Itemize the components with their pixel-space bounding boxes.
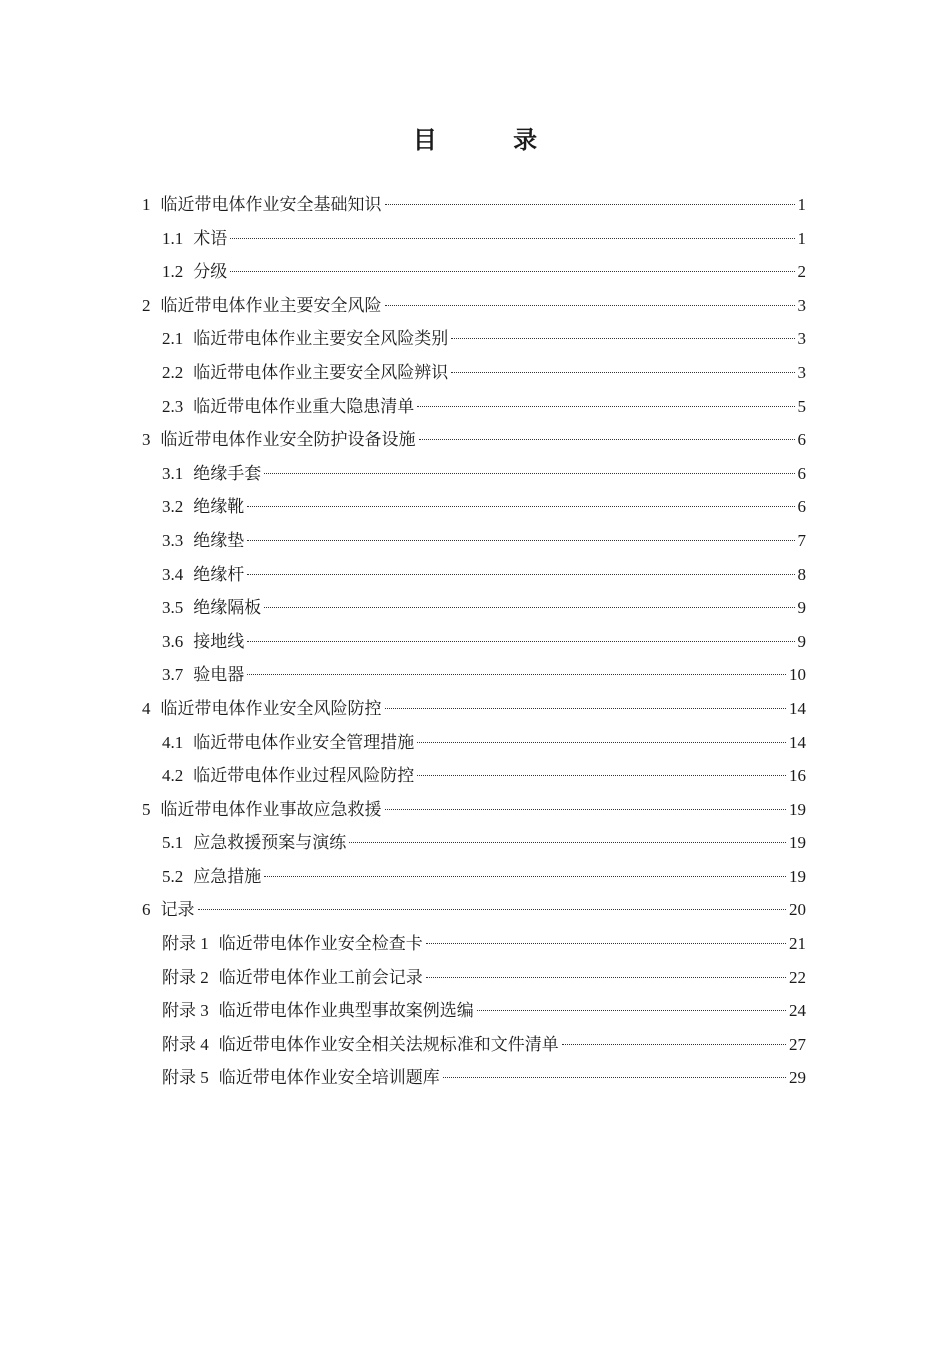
toc-entry-number: 4.2 bbox=[162, 766, 184, 786]
toc-entry-page-number: 10 bbox=[789, 665, 806, 685]
toc-entry-number: 附录 3 bbox=[162, 1001, 209, 1021]
toc-dot-leader bbox=[264, 876, 786, 877]
toc-dot-leader bbox=[426, 943, 786, 944]
toc-entry[interactable] bbox=[142, 289, 806, 323]
toc-entry-number: 附录 4 bbox=[162, 1034, 209, 1054]
toc-entry[interactable] bbox=[142, 994, 806, 1028]
toc-dot-leader bbox=[385, 708, 787, 709]
toc-entry-page-number: 8 bbox=[797, 564, 806, 584]
toc-dot-leader bbox=[451, 372, 794, 373]
toc-entry-number: 1.1 bbox=[162, 228, 184, 248]
toc-entry[interactable] bbox=[142, 356, 806, 390]
toc-entry[interactable] bbox=[142, 591, 806, 625]
toc-entry-number: 2.1 bbox=[162, 329, 184, 349]
toc-entry-number: 2 bbox=[142, 295, 151, 315]
toc-entry-page-number: 5 bbox=[797, 396, 806, 416]
toc-entry-title: 临近带电体作业过程风险防控 bbox=[193, 766, 415, 787]
toc-entry-page-number: 16 bbox=[789, 766, 806, 786]
toc-entry-number: 2.2 bbox=[162, 362, 184, 382]
toc-entry[interactable] bbox=[142, 457, 806, 491]
toc-dot-leader bbox=[385, 809, 787, 810]
toc-entry-title: 分级 bbox=[193, 262, 228, 283]
toc-entry[interactable] bbox=[142, 759, 806, 793]
toc-entry-number: 3.1 bbox=[162, 463, 184, 483]
toc-entry-page-number: 6 bbox=[797, 463, 806, 483]
toc-entry-number: 5.2 bbox=[162, 866, 184, 886]
toc-dot-leader bbox=[419, 439, 795, 440]
toc-entry-number: 3.3 bbox=[162, 530, 184, 550]
toc-entry-number: 3.5 bbox=[162, 598, 184, 618]
toc-entry-title: 绝缘垫 bbox=[193, 530, 245, 551]
toc-dot-leader bbox=[247, 540, 794, 541]
toc-entry-title: 临近带电体作业安全管理措施 bbox=[193, 732, 415, 753]
toc-entry-number: 2.3 bbox=[162, 396, 184, 416]
toc-entry-page-number: 6 bbox=[797, 497, 806, 517]
toc-entry[interactable] bbox=[142, 793, 806, 827]
toc-entry-page-number: 9 bbox=[797, 598, 806, 618]
toc-entry-number: 附录 5 bbox=[162, 1068, 209, 1088]
toc-entry-title: 临近带电体作业重大隐患清单 bbox=[193, 396, 415, 417]
toc-entry-number: 附录 2 bbox=[162, 967, 209, 987]
toc-entry-title: 绝缘杆 bbox=[193, 564, 245, 585]
toc-dot-leader bbox=[443, 1077, 786, 1078]
toc-entry[interactable] bbox=[142, 658, 806, 692]
toc-entry-title: 记录 bbox=[160, 900, 195, 921]
toc-entry-page-number: 27 bbox=[789, 1034, 806, 1054]
toc-entry-page-number: 19 bbox=[789, 833, 806, 853]
toc-entry-title: 临近带电体作业工前会记录 bbox=[218, 967, 423, 988]
toc-dot-leader bbox=[247, 574, 794, 575]
toc-entry-title: 临近带电体作业主要安全风险 bbox=[160, 295, 382, 316]
toc-dot-leader bbox=[247, 641, 794, 642]
toc-dot-leader bbox=[349, 842, 786, 843]
toc-entry-title: 临近带电体作业主要安全风险类别 bbox=[193, 329, 449, 350]
toc-entry-title: 临近带电体作业安全相关法规标准和文件清单 bbox=[218, 1034, 559, 1055]
toc-entry-number: 3.6 bbox=[162, 631, 184, 651]
toc-dot-leader bbox=[385, 305, 795, 306]
toc-entry[interactable] bbox=[142, 322, 806, 356]
toc-entry-title: 应急措施 bbox=[193, 866, 262, 887]
toc-entry-title: 临近带电体作业安全防护设备设施 bbox=[160, 430, 416, 451]
toc-entry-page-number: 7 bbox=[797, 530, 806, 550]
toc-entry-number: 附录 1 bbox=[162, 934, 209, 954]
toc-entry-title: 接地线 bbox=[193, 631, 245, 652]
toc-entry-title: 应急救援预案与演练 bbox=[193, 833, 347, 854]
toc-entry-page-number: 22 bbox=[789, 967, 806, 987]
toc-entry-title: 绝缘隔板 bbox=[193, 598, 262, 619]
toc-entry-page-number: 19 bbox=[789, 799, 806, 819]
toc-entry-page-number: 3 bbox=[797, 295, 806, 315]
toc-dot-leader bbox=[417, 406, 794, 407]
toc-entry-title: 验电器 bbox=[193, 665, 245, 686]
table-of-contents bbox=[142, 188, 806, 1095]
toc-entry-page-number: 29 bbox=[789, 1068, 806, 1088]
toc-entry-number: 5.1 bbox=[162, 833, 184, 853]
toc-entry-page-number: 20 bbox=[789, 900, 806, 920]
toc-entry-title: 术语 bbox=[193, 228, 228, 249]
toc-entry[interactable] bbox=[142, 961, 806, 995]
toc-entry-number: 3 bbox=[142, 430, 151, 450]
toc-entry-page-number: 14 bbox=[789, 732, 806, 752]
toc-dot-leader bbox=[230, 238, 794, 239]
toc-entry-number: 4 bbox=[142, 698, 151, 718]
toc-entry-page-number: 1 bbox=[797, 228, 806, 248]
toc-entry-number: 3.7 bbox=[162, 665, 184, 685]
toc-dot-leader bbox=[230, 271, 794, 272]
toc-entry[interactable] bbox=[142, 490, 806, 524]
toc-entry[interactable] bbox=[142, 726, 806, 760]
toc-dot-leader bbox=[385, 204, 795, 205]
toc-entry-page-number: 19 bbox=[789, 866, 806, 886]
toc-entry-title: 临近带电体作业安全培训题库 bbox=[218, 1068, 440, 1089]
toc-dot-leader bbox=[477, 1010, 786, 1011]
toc-entry[interactable] bbox=[142, 625, 806, 659]
toc-entry[interactable] bbox=[142, 692, 806, 726]
toc-entry[interactable] bbox=[142, 222, 806, 256]
toc-entry[interactable] bbox=[142, 1028, 806, 1062]
toc-entry-number: 5 bbox=[142, 799, 151, 819]
toc-entry[interactable] bbox=[142, 423, 806, 457]
toc-dot-leader bbox=[562, 1044, 786, 1045]
toc-dot-leader bbox=[426, 977, 786, 978]
toc-entry-number: 6 bbox=[142, 900, 151, 920]
toc-dot-leader bbox=[247, 674, 786, 675]
toc-entry-page-number: 14 bbox=[789, 698, 806, 718]
toc-entry-page-number: 2 bbox=[797, 262, 806, 282]
toc-entry-number: 3.4 bbox=[162, 564, 184, 584]
page-title: 目 录 bbox=[412, 126, 572, 154]
toc-entry-title: 临近带电体作业安全风险防控 bbox=[160, 698, 382, 719]
toc-entry[interactable] bbox=[142, 558, 806, 592]
toc-entry-title: 临近带电体作业安全检查卡 bbox=[218, 934, 423, 955]
toc-dot-leader bbox=[264, 607, 794, 608]
toc-entry-number: 4.1 bbox=[162, 732, 184, 752]
toc-dot-leader bbox=[417, 775, 786, 776]
toc-dot-leader bbox=[264, 473, 794, 474]
toc-entry[interactable] bbox=[142, 826, 806, 860]
toc-entry-page-number: 9 bbox=[797, 631, 806, 651]
toc-entry[interactable] bbox=[142, 390, 806, 424]
toc-entry[interactable] bbox=[142, 927, 806, 961]
toc-dot-leader bbox=[417, 742, 786, 743]
toc-entry-number: 1.2 bbox=[162, 262, 184, 282]
toc-entry-page-number: 6 bbox=[797, 430, 806, 450]
toc-entry[interactable] bbox=[142, 860, 806, 894]
toc-entry-number: 1 bbox=[142, 195, 151, 214]
toc-entry[interactable] bbox=[142, 255, 806, 289]
toc-entry[interactable] bbox=[142, 893, 806, 927]
toc-entry-title: 临近带电体作业事故应急救援 bbox=[160, 799, 382, 820]
toc-entry[interactable] bbox=[142, 1061, 806, 1095]
toc-entry-title: 临近带电体作业主要安全风险辨识 bbox=[193, 362, 449, 383]
toc-dot-leader bbox=[198, 909, 787, 910]
toc-dot-leader bbox=[247, 506, 794, 507]
toc-entry-page-number: 3 bbox=[797, 362, 806, 382]
toc-entry-page-number: 24 bbox=[789, 1001, 806, 1021]
toc-entry[interactable] bbox=[142, 524, 806, 558]
toc-entry-page-number: 3 bbox=[797, 329, 806, 349]
toc-entry-page-number: 1 bbox=[797, 195, 806, 214]
toc-dot-leader bbox=[451, 338, 794, 339]
toc-entry-page-number: 21 bbox=[789, 934, 806, 954]
toc-entry[interactable] bbox=[142, 188, 806, 222]
toc-entry-number: 3.2 bbox=[162, 497, 184, 517]
toc-entry-title: 临近带电体作业安全基础知识 bbox=[160, 195, 382, 215]
toc-entry-title: 临近带电体作业典型事故案例选编 bbox=[218, 1001, 474, 1022]
toc-entry-title: 绝缘靴 bbox=[193, 497, 245, 518]
toc-entry-title: 绝缘手套 bbox=[193, 463, 262, 484]
